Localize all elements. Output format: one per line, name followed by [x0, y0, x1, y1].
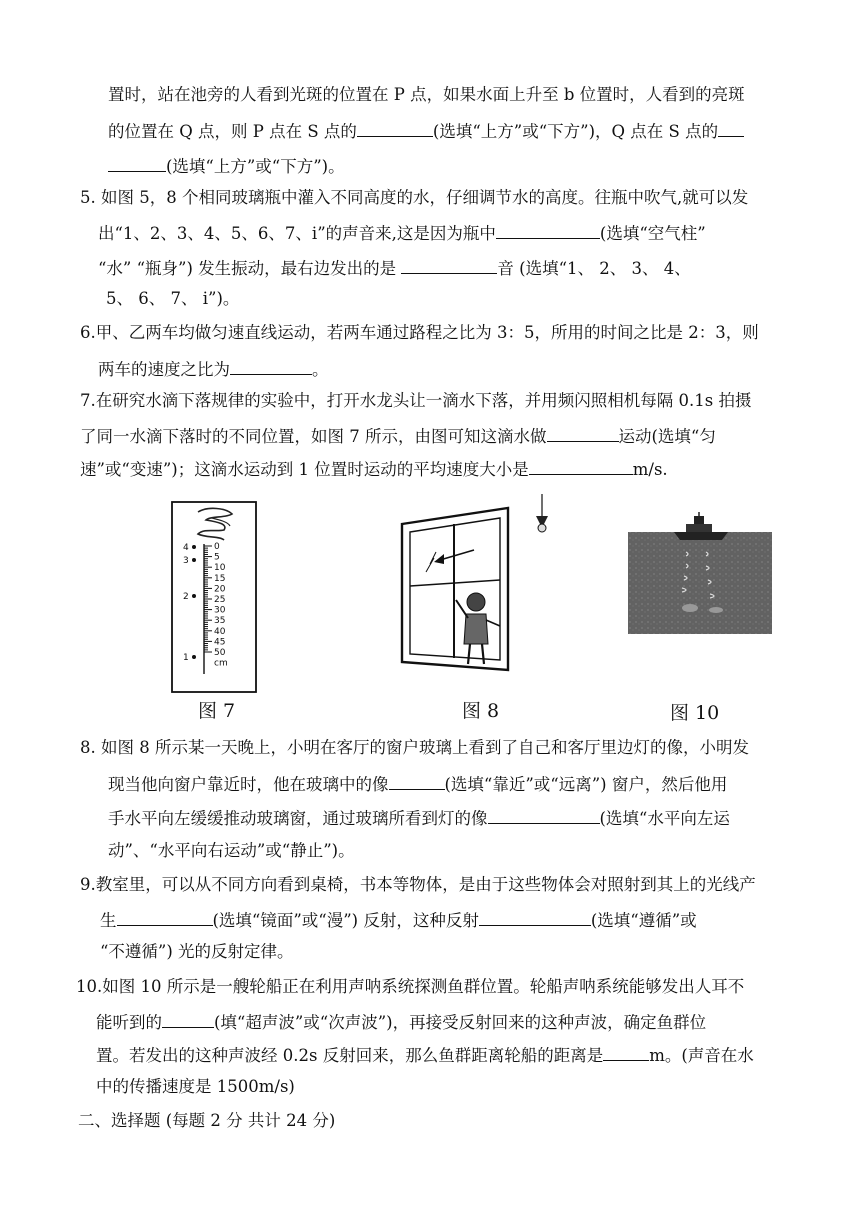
q8-line1: 8. 如图 8 所示某一天晚上，小明在客厅的窗户玻璃上看到了自己和客厅里边灯的像，小明发 — [80, 738, 749, 757]
water-drop-mark — [192, 594, 196, 598]
answer-blank[interactable] — [488, 806, 600, 824]
q4-line1: 置时，站在池旁的人看到光斑的位置在 P 点，如果水面上升至 b 位置时，人看到的亮斑 — [108, 85, 745, 104]
answer-blank[interactable] — [357, 119, 433, 137]
q7-line3: 速”或“变速”)；这滴水运动到 1 位置时运动的平均速度大小是 m/s. — [80, 457, 668, 481]
answer-blank[interactable] — [603, 1043, 649, 1061]
q9-line2: 生 (选填“镜面”或“漫”) 反射，这种反射 (选填“遵循”或 — [100, 908, 697, 932]
answer-blank[interactable] — [230, 357, 312, 375]
ruler-tick-label: 40 — [214, 626, 226, 637]
answer-blank[interactable] — [529, 457, 633, 475]
ruler-tick-label: 35 — [214, 616, 226, 627]
q10-line2: 能听到的 (填“超声波”或“次声波”)，再接受反射回来的这种声波，确定鱼群位 — [96, 1010, 706, 1034]
q6-line1: 6.甲、乙两车均做匀速直线运动，若两车通过路程之比为 3：5，所用的时间之比是 2：3，则 — [80, 323, 759, 342]
q10-line4: 中的传播速度是 1500m/s) — [96, 1077, 295, 1096]
water-drop-mark — [192, 545, 196, 549]
answer-blank[interactable] — [108, 154, 166, 172]
ruler-tick-label: 5 — [214, 552, 220, 563]
ruler-tick-label: 45 — [214, 637, 226, 648]
q9-line3: “不遵循”) 光的反射定律。 — [100, 942, 294, 961]
q8-line3: 手水平向左缓缓推动玻璃窗，通过玻璃所看到灯的像 (选填“水平向左运 — [108, 806, 730, 830]
q4-line2: 的位置在 Q 点，则 P 点在 S 点的 (选填“上方”或“下方”)，Q 点在 S 点的 — [108, 119, 744, 143]
water-drop-mark — [192, 655, 196, 659]
ruler-tick-label: 10 — [214, 563, 226, 574]
ruler-tick-label: 0 — [214, 542, 220, 552]
ruler-tick-label: 15 — [214, 573, 226, 584]
drop-position-label: 3 — [183, 556, 189, 566]
figure-8-drawing — [396, 494, 556, 692]
answer-blank[interactable] — [389, 772, 445, 790]
answer-blank[interactable] — [117, 908, 213, 926]
answer-blank[interactable] — [479, 908, 591, 926]
figure-8-caption: 图 8 — [462, 700, 500, 722]
q7-line2: 了同一水滴下落时的不同位置，如图 7 所示，由图可知这滴水做 运动(选填“匀 — [80, 424, 716, 448]
water-drop-mark — [192, 558, 196, 562]
ruler-tick-label: 30 — [214, 605, 226, 616]
q5-line3: “水” “瓶身”) 发生振动，最右边发出的是 音 (选填“1、 2、 3、 4、 — [98, 256, 691, 280]
q5-line2: 出“1、2、3、4、5、6、7、i”的声音来,这是因为瓶中 (选填“空气柱” — [98, 221, 706, 245]
drop-position-label: 4 — [183, 543, 189, 553]
q4-line3: (选填“上方”或“下方”)。 — [108, 154, 345, 178]
answer-blank[interactable] — [496, 221, 600, 239]
answer-blank[interactable] — [162, 1010, 214, 1028]
q7-line1: 7.在研究水滴下落规律的实验中，打开水龙头让一滴水下落，并用频闪照相机每隔 0.1s 拍摄 — [80, 391, 752, 410]
q8-line4: 动”、“水平向右运动”或“静止”)。 — [108, 841, 355, 860]
q5-line4: 5、 6、 7、 i”)。 — [106, 289, 240, 308]
q10-line3: 置。若发出的这种声波经 0.2s 反射回来，那么鱼群距离轮船的距离是 m。(声音在水 — [96, 1043, 754, 1067]
drop-position-label: 1 — [183, 653, 189, 663]
ruler-tick-label: 20 — [214, 584, 226, 595]
figure-7-drawing — [168, 500, 258, 694]
figure-10 — [628, 512, 772, 724]
answer-blank[interactable] — [547, 424, 619, 442]
ruler-tick-label: 25 — [214, 595, 226, 605]
figure-10-caption: 图 10 — [670, 702, 720, 724]
answer-blank[interactable] — [401, 256, 497, 274]
q5-line1: 5. 如图 5，8 个相同玻璃瓶中灌入不同高度的水，仔细调节水的高度。往瓶中吹气,就可以发 — [80, 188, 749, 207]
ruler-tick-label: 50 — [214, 648, 226, 658]
ruler-tick-label: cm — [214, 658, 228, 669]
figure-7 — [168, 500, 258, 722]
q10-line1: 10.如图 10 所示是一艘轮船正在利用声呐系统探测鱼群位置。轮船声呐系统能够发出人耳不 — [76, 977, 745, 996]
section-2-title: 二、选择题 (每题 2 分 共计 24 分) — [78, 1111, 336, 1130]
answer-blank[interactable] — [718, 119, 744, 137]
q9-line1: 9.教室里，可以从不同方向看到桌椅，书本等物体，是由于这些物体会对照射到其上的光线产 — [80, 875, 756, 894]
figure-7-caption: 图 7 — [198, 700, 236, 722]
figure-8 — [396, 494, 556, 722]
q6-line2: 两车的速度之比为 。 — [98, 357, 329, 381]
q8-line2: 现当他向窗户靠近时，他在玻璃中的像 (选填“靠近”或“远离”) 窗户，然后他用 — [108, 772, 727, 796]
drop-position-label: 2 — [183, 592, 189, 602]
figure-10-drawing — [628, 512, 772, 636]
